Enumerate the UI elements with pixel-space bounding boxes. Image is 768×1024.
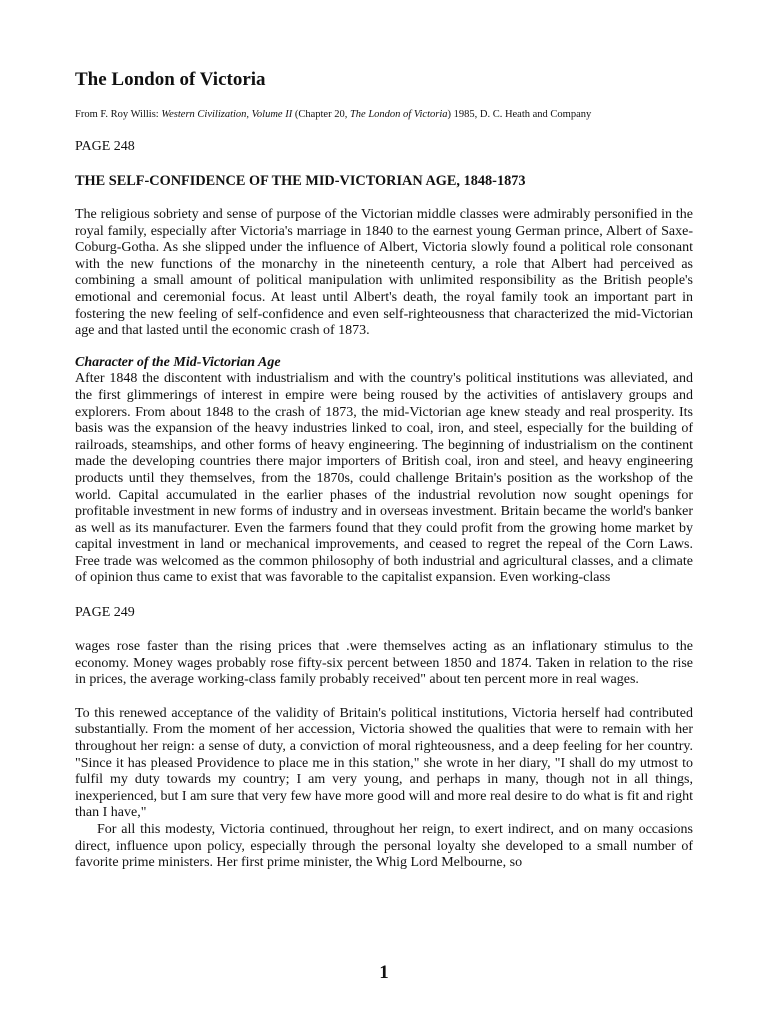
source-chapter-title: The London of Victoria — [349, 109, 448, 120]
section-heading: THE SELF-CONFIDENCE OF THE MID-VICTORIAN AGE, 1848-1873 — [75, 173, 526, 189]
source-citation — [75, 108, 693, 122]
paragraph-prosperity: After 1848 the discontent with industrialism and with the country's political institutions was alleviated, and the first glimmerings of interest in empire were being roused by the activities of antislavery groups and explorers. From about 1848 to the crash of 1873, the mid-Victorian age knew steady and real prosperity. Its basis was the expansion of the heavy industries linked to coal, iron, and steel, especially for the building of railroads, steamships, and other forms of heavy engineering. The beginning of industrialism on the continent made the developing countries there major importers of British coal, iron and steel, and heavy engineering products until they themselves, from the 1870s, could challenge Britain's position as the workshop of the world. Capital accumulated in the earlier phases of the industrial revolution now sought openings for profitable investment in new forms of industry and in overseas investment. Britain became the world's banker as well as its manufacturer. Even the farmers found that they could profit from the growing home market by capital investment in land or mechanical improvements, and ceased to regret the repeal of the Corn Laws. Free trade was welcomed as the common philosophy of both industrial and agricultural classes, and a climate of opinion thus came to exist that was favorable to the capitalist expansion. Even working-class — [75, 371, 693, 586]
paragraph-wages: wages rose faster than the rising prices that .were themselves acting as an inflationary stimulus to the economy. Money wages probably rose fifty-six percent between 1850 and 1874. Taken in relation to the rise in prices, the average working-class family probably received" about ten percent more in real wages. — [75, 639, 693, 688]
page-number: 1 — [379, 962, 389, 983]
source-middle: (Chapter 20, — [292, 109, 350, 120]
subheading: Character of the Mid-Victorian Age — [75, 354, 281, 370]
source-prefix: From F. Roy Willis: — [75, 109, 162, 120]
paragraph-victoria-qualities: To this renewed acceptance of the validity of Britain's political institutions, Victoria herself had contributed substantially. From the moment of her accession, Victoria showed the qualities that were to remain with her throughout her reign: a sense of duty, a conviction of moral righteousness, and a deep feeling for her country. "Since it has pleased Providence to place me in this station," she wrote in her diary, "I shall do my utmost to fulfil my duty towards my country; I am very young, and perhaps in many, though not in all things, inexperienced, but I am sure that very few have more good will and more real desire to do what is fit and right than I have," — [75, 705, 693, 821]
source-book-title: Western Civilization, Volume II — [161, 109, 293, 120]
page-label-249: PAGE 249 — [75, 605, 135, 621]
page-label-248: PAGE 248 — [75, 139, 135, 154]
source-suffix: ) 1985, D. C. Heath and Company — [447, 109, 592, 120]
paragraph-royal-family: The religious sobriety and sense of purpose of the Victorian middle classes were admirably personified in the royal family, especially after Victoria's marriage in 1840 to the earnest young German prince, Albert of Saxe-Coburg-Gotha. As she slipped under the influence of Albert, Victoria slowly found a political role consonant with the new functions of the monarchy in the nineteenth century, a role that Albert had perceived as combining a small amount of political manipulation with unlimited responsibility as the British people's emotional and ceremonial focus. At least until Albert's death, the royal family took an important part in fostering the new feeling of self-confidence and even self-righteousness that characterized the mid-Victorian age and that lasted until the economic crash of 1873. — [75, 207, 693, 339]
paragraph-modesty: For all this modesty, Victoria continued, throughout her reign, to exert indirect, and on many occasions direct, influence upon policy, especially through the personal loyalty she developed to a small number of favorite prime ministers. Her first prime minister, the Whig Lord Melbourne, so — [75, 822, 693, 871]
document-body — [75, 68, 693, 872]
document-title: The London of Victoria — [75, 69, 266, 90]
